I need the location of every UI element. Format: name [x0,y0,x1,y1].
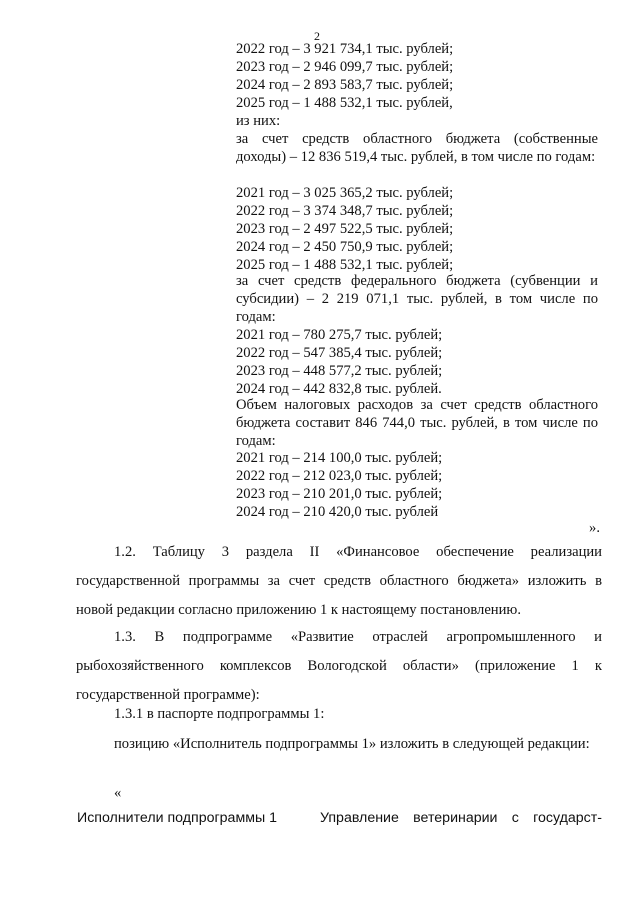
table-cell-label: Исполнители подпрограммы 1 [77,810,277,826]
regional-budget-intro [236,130,598,166]
tax-year-line: 2022 год – 212 023,0 тыс. рублей; [236,468,443,484]
funding-line: 2025 год – 1 488 532,1 тыс. рублей, [236,95,453,111]
opening-quote: « [114,785,122,801]
paragraph-1-2: 1.2. Таблицу 3 раздела II «Финансовое обеспечение реализации государственной программы за счет средств областного бюджета» изложить в новой редакции согласно приложению 1 к настоящему постановлению. [76,544,602,618]
closing-quote: ». [589,520,600,536]
regional-budget-text: за счет средств областного бюджета (собственные доходы) – 12 836 519,4 тыс. рублей, в том числе по годам: [236,131,598,165]
regional-year-line: 2023 год – 2 497 522,5 тыс. рублей; [236,221,454,237]
funding-line: из них: [236,113,281,129]
tax-expenditures-intro [236,396,598,450]
funding-years-block [236,40,598,130]
paragraph-1-3: 1.3. В подпрограмме «Развитие отраслей агропромышленного и рыбохозяйственного комплексов Вологодской области» (приложение 1 к государственной программе): [76,629,602,703]
page-number: 2 [314,29,320,43]
federal-budget-text: за счет средств федерального бюджета (субвенции и субсидии) – 2 219 071,1 тыс. рублей, в том числе по годам: [236,273,598,325]
federal-year-line: 2023 год – 448 577,2 тыс. рублей; [236,363,443,379]
table-cell-value: Управление ветеринарии с государст- [320,810,602,826]
tax-year-line: 2021 год – 214 100,0 тыс. рублей; [236,450,443,466]
regional-year-line: 2022 год – 3 374 348,7 тыс. рублей; [236,203,454,219]
federal-years-block [236,326,598,398]
tax-expenditures-text: Объем налоговых расходов за счет средств областного бюджета составит 846 744,0 тыс. рублей, в том числе по годам: [236,397,598,449]
paragraph-position: позицию «Исполнитель подпрограммы 1» изложить в следующей редакции: [114,736,590,752]
funding-line: 2023 год – 2 946 099,7 тыс. рублей; [236,59,454,75]
tax-year-line: 2023 год – 210 201,0 тыс. рублей; [236,486,443,502]
regional-year-line: 2021 год – 3 025 365,2 тыс. рублей; [236,185,454,201]
tax-years-block [236,449,598,521]
federal-year-line: 2021 год – 780 275,7 тыс. рублей; [236,327,443,343]
federal-year-line: 2022 год – 547 385,4 тыс. рублей; [236,345,443,361]
funding-line: 2022 год – 3 921 734,1 тыс. рублей; [236,41,454,57]
paragraph-1-3-1: 1.3.1 в паспорте подпрограммы 1: [114,706,325,722]
tax-year-line: 2024 год – 210 420,0 тыс. рублей [236,504,439,520]
regional-years-block [236,184,598,274]
federal-year-line: 2024 год – 442 832,8 тыс. рублей. [236,381,442,397]
funding-line: 2024 год – 2 893 583,7 тыс. рублей; [236,77,454,93]
regional-year-line: 2024 год – 2 450 750,9 тыс. рублей; [236,239,454,255]
regional-year-line: 2025 год – 1 488 532,1 тыс. рублей; [236,257,454,273]
federal-budget-intro [236,272,598,326]
